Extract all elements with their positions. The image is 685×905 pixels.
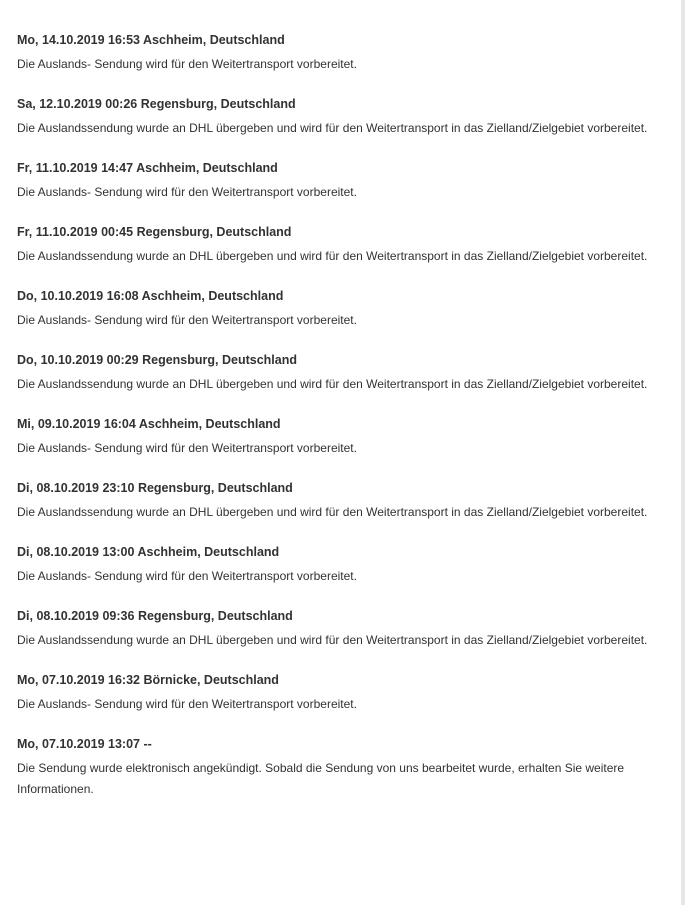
event-description: Die Auslands- Sendung wird für den Weitertransport vorbereitet.	[17, 441, 357, 455]
tracking-event	[17, 672, 657, 715]
event-heading	[17, 96, 657, 112]
event-location: Regensburg, Deutschland	[137, 481, 293, 495]
event-datetime: Do, 10.10.2019 00:29	[17, 353, 139, 367]
tracking-event	[17, 32, 657, 75]
tracking-event-list	[17, 32, 657, 821]
event-heading	[17, 544, 657, 560]
tracking-event	[17, 736, 657, 800]
event-location: Regensburg, Deutschland	[140, 97, 296, 111]
event-description: Die Auslandssendung wurde an DHL übergeben und wird für den Weitertransport in das Zielland/Zielgebiet vorbereitet.	[17, 121, 648, 135]
event-heading	[17, 32, 657, 48]
event-datetime: Fr, 11.10.2019 14:47	[17, 161, 134, 175]
event-location: Aschheim, Deutschland	[138, 417, 281, 431]
tracking-event	[17, 608, 657, 651]
tracking-event	[17, 544, 657, 587]
event-heading	[17, 480, 657, 496]
event-location: Regensburg, Deutschland	[137, 609, 293, 623]
tracking-event	[17, 96, 657, 139]
event-location: Aschheim, Deutschland	[143, 33, 285, 47]
tracking-event	[17, 224, 657, 267]
event-datetime: Di, 08.10.2019 13:00	[17, 545, 135, 559]
event-datetime: Di, 08.10.2019 23:10	[17, 481, 135, 495]
event-description: Die Sendung wurde elektronisch angekündigt. Sobald die Sendung von uns bearbeitet wurde, erhalten Sie weitere Informationen.	[17, 761, 625, 796]
event-location: Aschheim, Deutschland	[137, 545, 280, 559]
event-location: Regensburg, Deutschland	[142, 353, 297, 367]
event-heading	[17, 416, 657, 432]
event-description: Die Auslands- Sendung wird für den Weitertransport vorbereitet.	[17, 57, 357, 71]
event-description: Die Auslands- Sendung wird für den Weitertransport vorbereitet.	[17, 697, 357, 711]
event-datetime: Mo, 07.10.2019 16:32	[17, 673, 140, 687]
event-description: Die Auslands- Sendung wird für den Weitertransport vorbereitet.	[17, 569, 357, 583]
event-heading	[17, 736, 657, 752]
event-heading	[17, 224, 657, 240]
tracking-event	[17, 352, 657, 395]
scroll-track[interactable]	[681, 0, 685, 905]
event-heading	[17, 352, 657, 368]
event-datetime: Di, 08.10.2019 09:36	[17, 609, 135, 623]
event-description: Die Auslandssendung wurde an DHL übergeben und wird für den Weitertransport in das Zielland/Zielgebiet vorbereitet.	[17, 249, 648, 263]
event-location: Börnicke, Deutschland	[143, 673, 279, 687]
event-heading	[17, 672, 657, 688]
event-description: Die Auslandssendung wurde an DHL übergeben und wird für den Weitertransport in das Zielland/Zielgebiet vorbereitet.	[17, 377, 648, 391]
event-description: Die Auslands- Sendung wird für den Weitertransport vorbereitet.	[17, 185, 357, 199]
event-location: Regensburg, Deutschland	[136, 225, 292, 239]
tracking-event	[17, 480, 657, 523]
event-description: Die Auslandssendung wurde an DHL übergeben und wird für den Weitertransport in das Zielland/Zielgebiet vorbereitet.	[17, 505, 648, 519]
event-heading	[17, 608, 657, 624]
event-location: --	[143, 737, 152, 751]
event-description: Die Auslandssendung wurde an DHL übergeben und wird für den Weitertransport in das Zielland/Zielgebiet vorbereitet.	[17, 633, 648, 647]
event-datetime: Mi, 09.10.2019 16:04	[17, 417, 136, 431]
event-datetime: Mo, 14.10.2019 16:53	[17, 33, 140, 47]
event-heading	[17, 288, 657, 304]
event-datetime: Mo, 07.10.2019 13:07	[17, 737, 140, 751]
event-location: Aschheim, Deutschland	[136, 161, 278, 175]
event-description: Die Auslands- Sendung wird für den Weitertransport vorbereitet.	[17, 313, 357, 327]
event-datetime: Fr, 11.10.2019 00:45	[17, 225, 134, 239]
tracking-event	[17, 288, 657, 331]
event-datetime: Sa, 12.10.2019 00:26	[17, 97, 138, 111]
event-location: Aschheim, Deutschland	[141, 289, 284, 303]
event-datetime: Do, 10.10.2019 16:08	[17, 289, 139, 303]
event-heading	[17, 160, 657, 176]
tracking-event	[17, 416, 657, 459]
tracking-event	[17, 160, 657, 203]
